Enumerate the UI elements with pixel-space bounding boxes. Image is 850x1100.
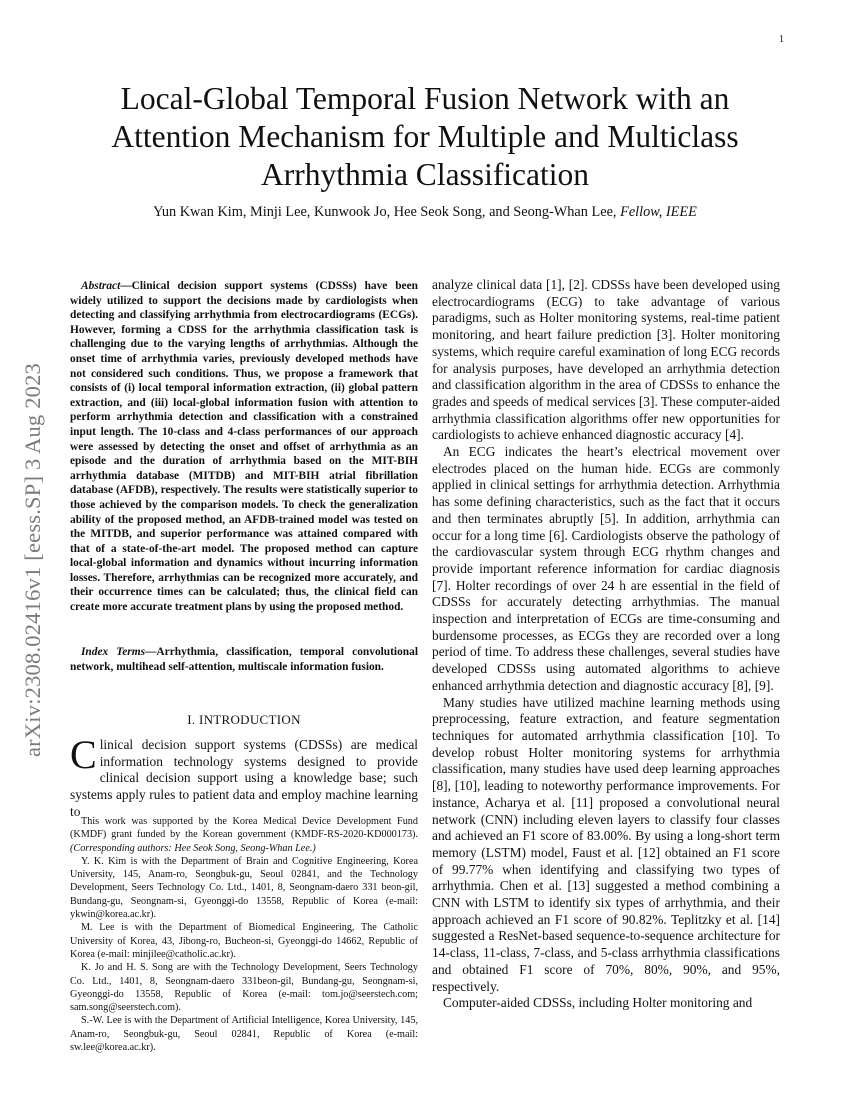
index-terms: [70, 645, 418, 674]
author-list: [70, 204, 780, 221]
intro-text: linical decision support systems (CDSSs) are medical information technology systems designed to provide clinical decision support using a knowledge base; such systems apply rules to patient data and employ machine learning to: [70, 737, 418, 819]
drop-cap: C: [70, 732, 97, 777]
index-terms-text: —Arrhythmia, classification, temporal convolutional network, multihead self-attention, multiscale information fusion.: [70, 646, 418, 673]
footnote-author-lee: M. Lee is with the Department of Biomedical Engineering, The Catholic University of Korea, 43, Jibong-ro, Bucheon-si, Gyeonggi-do 14662, Republic of Korea (e-mail: minjilee@catholic.ac.kr).: [70, 922, 418, 960]
index-terms-label: Index Terms: [81, 646, 146, 658]
body-paragraph: Many studies have utilized machine learning methods using preprocessing, feature extraction, and feature segmentation techniques for automated arrhythmia classification [10]. To develop robust Holter monitoring systems for arrhythmia classification, many studies have used deep learning approaches [8], [10], leading to noteworthy performance improvements. For instance, Acharya et al. [11] proposed a convolutional neural network (CNN) including eleven layers to classify four classes and achieved an F1 score of 83.00%. By using a long-short term memory (LSTM) model, Faust et al. [12] obtained an F1 score of 99.77% when identifying and classifying two types of arrhythmia. Chen et al. [13] suggested a method combining a CNN with LSTM to identify six types of arrhythmia, and their approach achieved an F1 score of 90.82%. Teplitzky et al. [14] suggested a ResNet-based sequence-to-sequence architecture for 14-class, 11-class, 7-class, and 5-class arrhythmia classifications and obtained F1 score of 70%, 80%, 90%, and 95%, respectively.: [432, 694, 780, 994]
right-column-body: [432, 277, 780, 1012]
paper-title: Local-Global Temporal Fusion Network with an Attention Mechanism for Multiple and Multiclass Arrhythmia Classification: [111, 81, 739, 192]
footnote-author-sw-lee: S.-W. Lee is with the Department of Artificial Intelligence, Korea University, 145, Anam-ro, Seongbuk-gu, Seoul 02841, Republic of Korea (e-mail: sw.lee@korea.ac.kr).: [70, 1015, 418, 1054]
authors-fellow: Fellow, IEEE: [620, 204, 697, 220]
abstract: [70, 279, 418, 615]
footnotes: [70, 815, 418, 1054]
footnote-author-kim: Y. K. Kim is with the Department of Brain and Cognitive Engineering, Korea University, 145, Anam-ro, Seongbuk-gu, Seoul 02841, and the Technology Development, Seers Technology Co. Ltd., 1401, 8, Seongnam-daero 331 beon-gil, Bundang-gu, Seongnam-si, Gyeonggi-do 13558, Republic of Korea (e-mail: ykwin@korea.ac.kr).: [70, 855, 418, 921]
section-heading-introduction: I. INTRODUCTION: [187, 712, 301, 727]
arxiv-sidebar: [8, 300, 58, 820]
arxiv-identifier[interactable]: arXiv:2308.02416v1 [eess.SP] 3 Aug 2023: [20, 362, 45, 758]
page-number: 1: [779, 34, 784, 45]
authors-names: Yun Kwan Kim, Minji Lee, Kunwook Jo, Hee Seok Song, and Seong-Whan Lee,: [153, 204, 617, 220]
body-paragraph: An ECG indicates the heart’s electrical movement over electrodes placed on the human hide. ECGs are commonly applied in clinical settings for arrhythmia detection. Arrhythmia has some defining characteristics, such as the fact that it occurs and then terminates abruptly [5]. In addition, arrhythmia can occur for a long time [6]. Cardiologists observe the pathology of the cardiovascular system through ECG rhythm changes and provide important reference information for cardiac diagnosis [7]. Holter recordings of over 24 h are essential in the field of CDSSs for accurately detecting arrhythmias. The manual inspection and interpretation of ECGs are time-consuming and burdensome processes, as ECGs they are recorded over a long period of time. To address these challenges, several studies have developed CDSSs using automated algorithms to achieve enhanced arrhythmia detection and diagnostic accuracy [8], [9].: [432, 444, 780, 693]
abstract-text: —Clinical decision support systems (CDSSs) have been widely utilized to support the decisions made by cardiologists when detecting and classifying arrhythmia from electrocardiograms (ECGs). However, forming a CDSS for the arrhythmia classification task is challenging due to the varying lengths of arrhythmias. Although the onset time of arrhythmia varies, previously developed methods have not considered such conditions. Thus, we propose a framework that consists of (i) local temporal information extraction, (ii) global pattern extraction, and (iii) local-global information fusion with attention to perform arrhythmia detection and classification with a constrained input length. The 10-class and 4-class performances of our approach were assessed by detecting the onset and offset of arrhythmia as an episode and the duration of arrhythmia based on the MIT-BIH arrhythmia database (MITDB) and MIT-BIH atrial fibrillation database (AFDB), respectively. The results were statistically superior to those achieved by the comparison models. To check the generalization ability of the proposed method, an AFDB-trained model was tested on the MITDB, and superior performance was attained compared with that of a state-of-the-art model. The proposed method can capture local-global information and dynamics without incurring information losses. Therefore, arrhythmias can be recognized more accurately, and their occurrence times can be calculated; thus, the clinical field can create more accurate treatment plans by using the proposed method.: [70, 280, 418, 614]
abstract-label: Abstract: [81, 280, 121, 292]
body-paragraph: Computer-aided CDSSs, including Holter monitoring and: [443, 995, 753, 1011]
footnote-divider: [70, 808, 418, 810]
footnote-author-jo-song: K. Jo and H. S. Song are with the Technology Development, Seers Technology Co. Ltd., 1401, 8, Seongnam-daero 331beon-gil, Bundang-gu, Seongnam-si, Gyeonggi-do 13558, Republic of Korea (e-mail: tom.jo@seerstech.com; sam.song@seerstech.com).: [70, 962, 418, 1014]
body-paragraph: analyze clinical data [1], [2]. CDSSs have been developed using electrocardiograms (ECG) to take advantage of various paradigms, such as Holter monitoring systems, real-time patient monitoring, and heart failure prediction [3]. Holter monitoring systems, which require careful examination of long ECG records for analysis purposes, have developed an arrhythmia detection and classification algorithm in the area of CDSSs to enhance the grades and speeds of medical services [3]. These computer-aided arrhythmia classification algorithms offer new opportunities for cardiologists to achieve enhanced diagnostic accuracy [4].: [432, 277, 780, 443]
footnote-funding: This work was supported by the Korea Medical Device Development Fund (KMDF) grant funded by the Korean government (KMDF-RS-2020-KD000173). (Corresponding authors: Hee Seok Song, Seong-Whan Lee.): [70, 816, 418, 854]
